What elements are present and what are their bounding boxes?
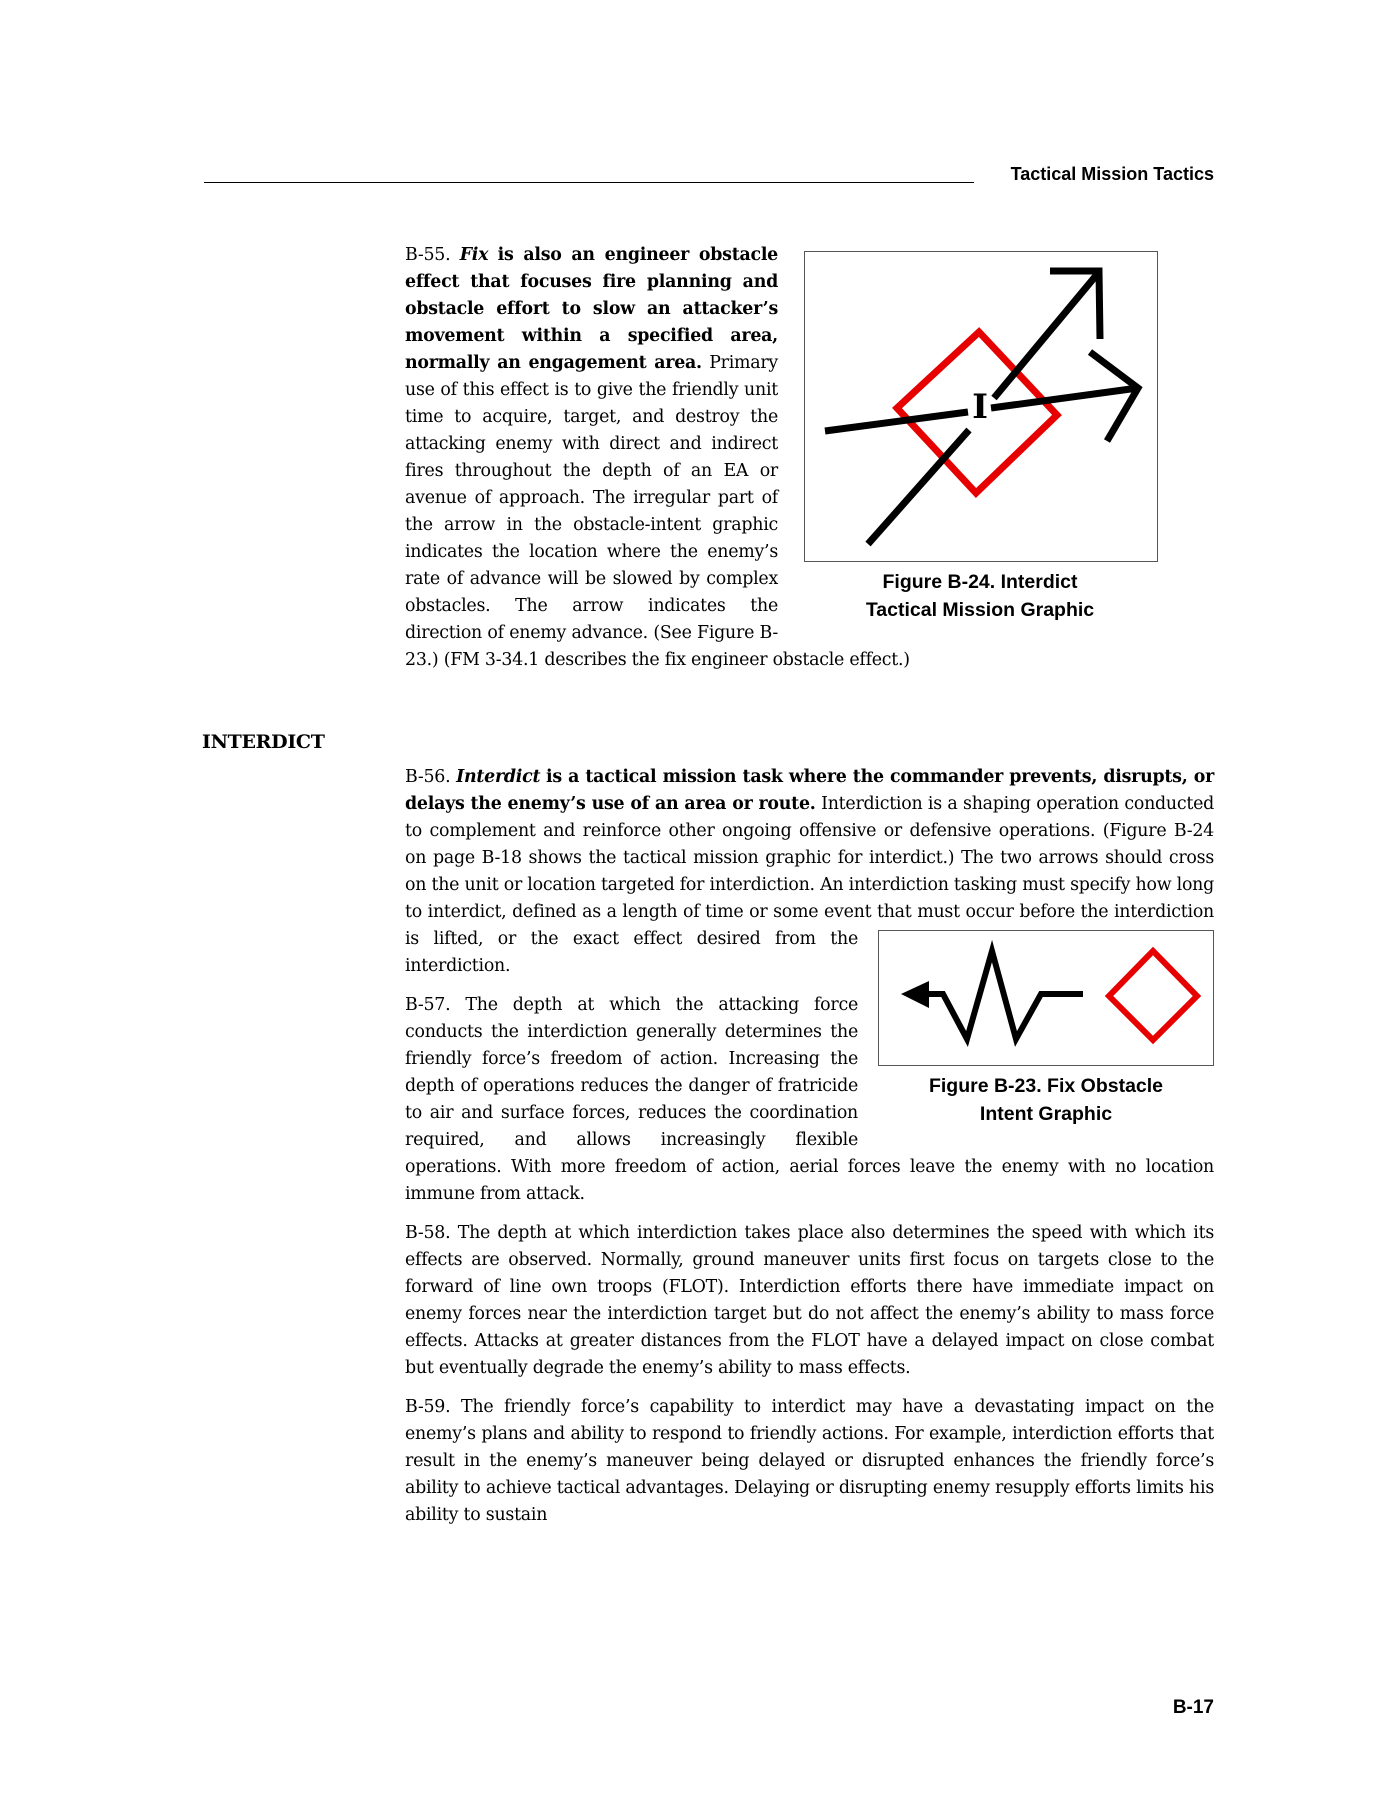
figure-b23-caption: Figure B-23. Fix Obstacle Intent Graphic [928,1075,1164,1125]
paragraph-b55: B-55. Fix is also an engineer obstacle effect that focuses fire planning and obstacle effort to slow an attacker’s movement within a specified area, normally an engagement area. Primary use of this effect is to give the friendly unit time to acquire, target, and destroy the attacking enemy with direct and indirect fires throughout the depth of an EA or avenue of approach. The irregular part of the arrow in the obstacle-intent graphic indicates the location where the enemy’s rate of advance will be slowed by complex obstacles. The arrow indicates the direction of enemy advance. (See Figure B-23.) (FM 3-34.1 describes the fix engineer obstacle effect.) [405,245,910,670]
interdict-graphic [804,251,1158,562]
paragraph-b57: B-57. The depth at which the attacking force conducts the interdiction generally determines the friendly force’s freedom of action. Increasing the depth of operations reduces the danger of fratricide to air and surface forces, reduces the coordination required, and allows increasingly flexible operations. With more freedom of action, aerial forces leave the enemy with no location immune from attack. [405,995,1214,1204]
symbol-letter: I [972,387,988,427]
figure-b24 [804,242,1214,624]
figure-b24-caption: Figure B-24. Interdict Tactical Mission Graphic [865,571,1095,621]
figure-b23 [878,930,1214,1128]
header-rule [204,182,974,183]
fix-obstacle-graphic [878,930,1214,1066]
interdict-symbol-icon [805,252,1157,561]
page-number: B-17 [1172,1697,1214,1718]
paragraph-b55-block [405,242,1214,686]
paragraph-b59: B-59. The friendly force’s capability to interdict may have a devastating impact on the enemy’s plans and ability to respond to friendly actions. For example, interdiction efforts that result in the enemy’s maneuver being delayed or disrupted enhances the friendly force’s ability to achieve tactical advantages. Delaying or disrupting enemy resupply efforts limits his ability to sustain [405,1397,1214,1525]
section-heading-interdict: INTERDICT [202,731,325,753]
running-header: Tactical Mission Tactics [1010,164,1214,184]
paragraph-b58: B-58. The depth at which interdiction takes place also determines the speed with which its effects are observed. Normally, ground maneuver units first focus on targets close to the forward of line own troops (FLOT). Interdiction efforts there have immediate impact on enemy forces near the interdiction target but do not affect the enemy’s ability to mass force effects. Attacks at greater distances from the FLOT have a delayed impact on close combat but eventually degrade the enemy’s ability to mass effects. [405,1223,1214,1378]
paragraph-b56-block [405,764,1214,1541]
paragraph-b56: B-56. Interdict is a tactical mission task where the commander prevents, disrupts, or delays the enemy’s use of an area or route. Interdiction is a shaping operation conducted to complement and reinforce other ongoing offensive or defensive operations. (Figure B-24 on page B-18 shows the tactical mission graphic for interdict.) The two arrows should cross on the unit or location targeted for interdiction. An interdiction tasking must specify how long to interdict, defined as a length of time or some event that must occur before the Figure B-23. Fix Obstacle Intent Graphic interdiction is lifted, or the exact effect desired from the interdiction. [405,764,1214,980]
fix-obstacle-intent-icon [879,931,1213,1065]
